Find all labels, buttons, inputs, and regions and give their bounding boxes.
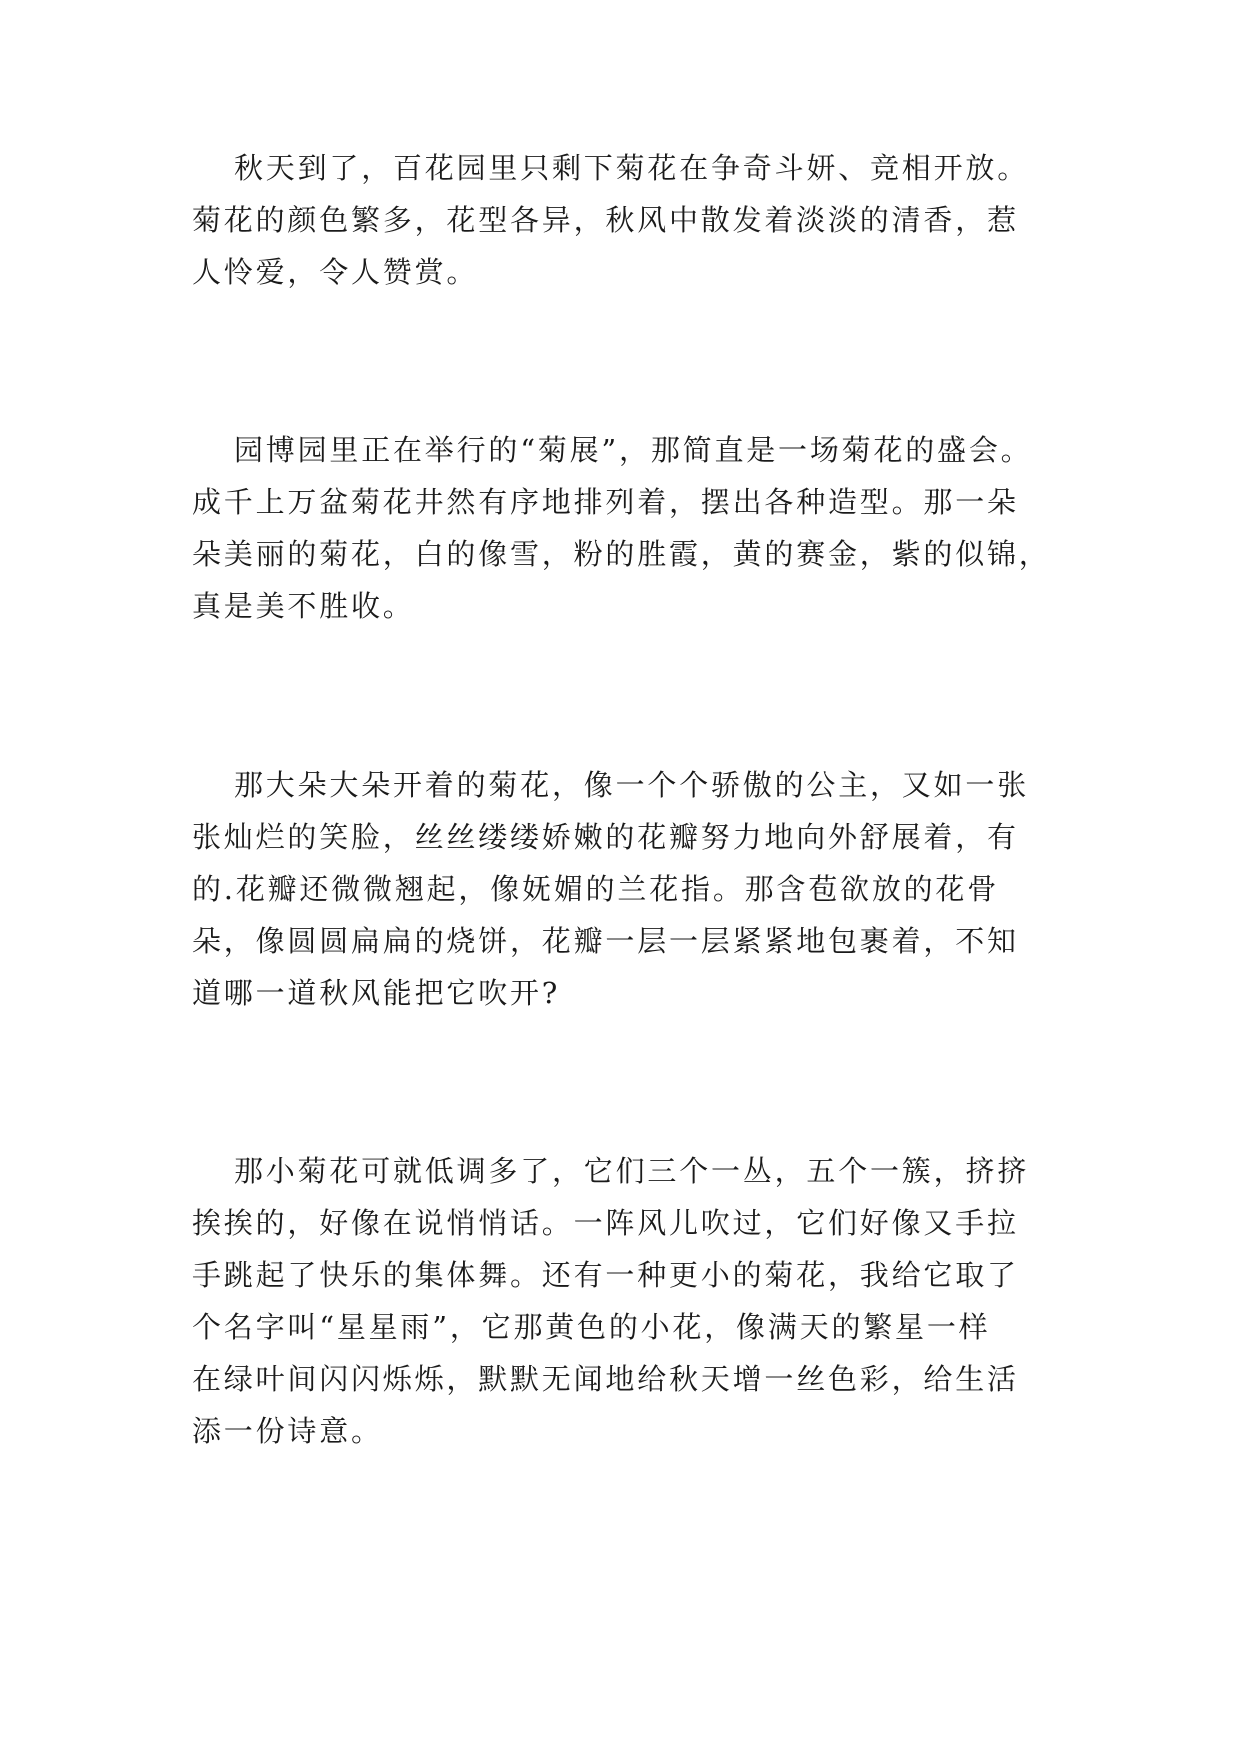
paragraph-4-line-5: 在绿叶间闪闪烁烁，默默无闻地给秋天增一丝色彩，给生活 — [192, 1362, 1019, 1396]
paragraph-4-line-6: 添一份诗意。 — [192, 1414, 383, 1448]
paragraph-3-line-1: 那大朵大朵开着的菊花，像一个个骄傲的公主，又如一张 — [234, 768, 1030, 802]
paragraph-4-line-1: 那小菊花可就低调多了，它们三个一丛，五个一簇，挤挤 — [234, 1154, 1030, 1188]
paragraph-3-line-5: 道哪一道秋风能把它吹开? — [192, 976, 561, 1010]
paragraph-3-line-3: 的.花瓣还微微翘起，像妩媚的兰花指。那含苞欲放的花骨 — [192, 872, 1000, 906]
paragraph-2-line-1: 园博园里正在举行的“菊展”，那简直是一场菊花的盛会。 — [234, 433, 1033, 467]
paragraph-2-line-2: 成千上万盆菊花井然有序地排列着，摆出各种造型。那一朵 — [192, 485, 1019, 519]
paragraph-3-line-2: 张灿烂的笑脸，丝丝缕缕娇嫩的花瓣努力地向外舒展着，有 — [192, 820, 1019, 854]
paragraph-3-line-4: 朵，像圆圆扁扁的烧饼，花瓣一层一层紧紧地包裹着，不知 — [192, 924, 1019, 958]
paragraph-4-line-2: 挨挨的，好像在说悄悄话。一阵风儿吹过，它们好像又手拉 — [192, 1206, 1019, 1240]
paragraph-1-line-2: 菊花的颜色繁多，花型各异，秋风中散发着淡淡的清香，惹 — [192, 203, 1019, 237]
paragraph-1-line-1: 秋天到了，百花园里只剩下菊花在争奇斗妍、竞相开放。 — [234, 151, 1030, 185]
paragraph-4-line-3: 手跳起了快乐的集体舞。还有一种更小的菊花，我给它取了 — [192, 1258, 1019, 1292]
paragraph-4-line-4: 个名字叫“星星雨”，它那黄色的小花，像满天的繁星一样 — [192, 1310, 991, 1344]
paragraph-2-line-4: 真是美不胜收。 — [192, 589, 415, 623]
paragraph-2-line-3: 朵美丽的菊花，白的像雪，粉的胜霞，黄的赛金，紫的似锦， — [192, 537, 1051, 571]
paragraph-1-line-3: 人怜爱，令人赞赏。 — [192, 255, 479, 289]
